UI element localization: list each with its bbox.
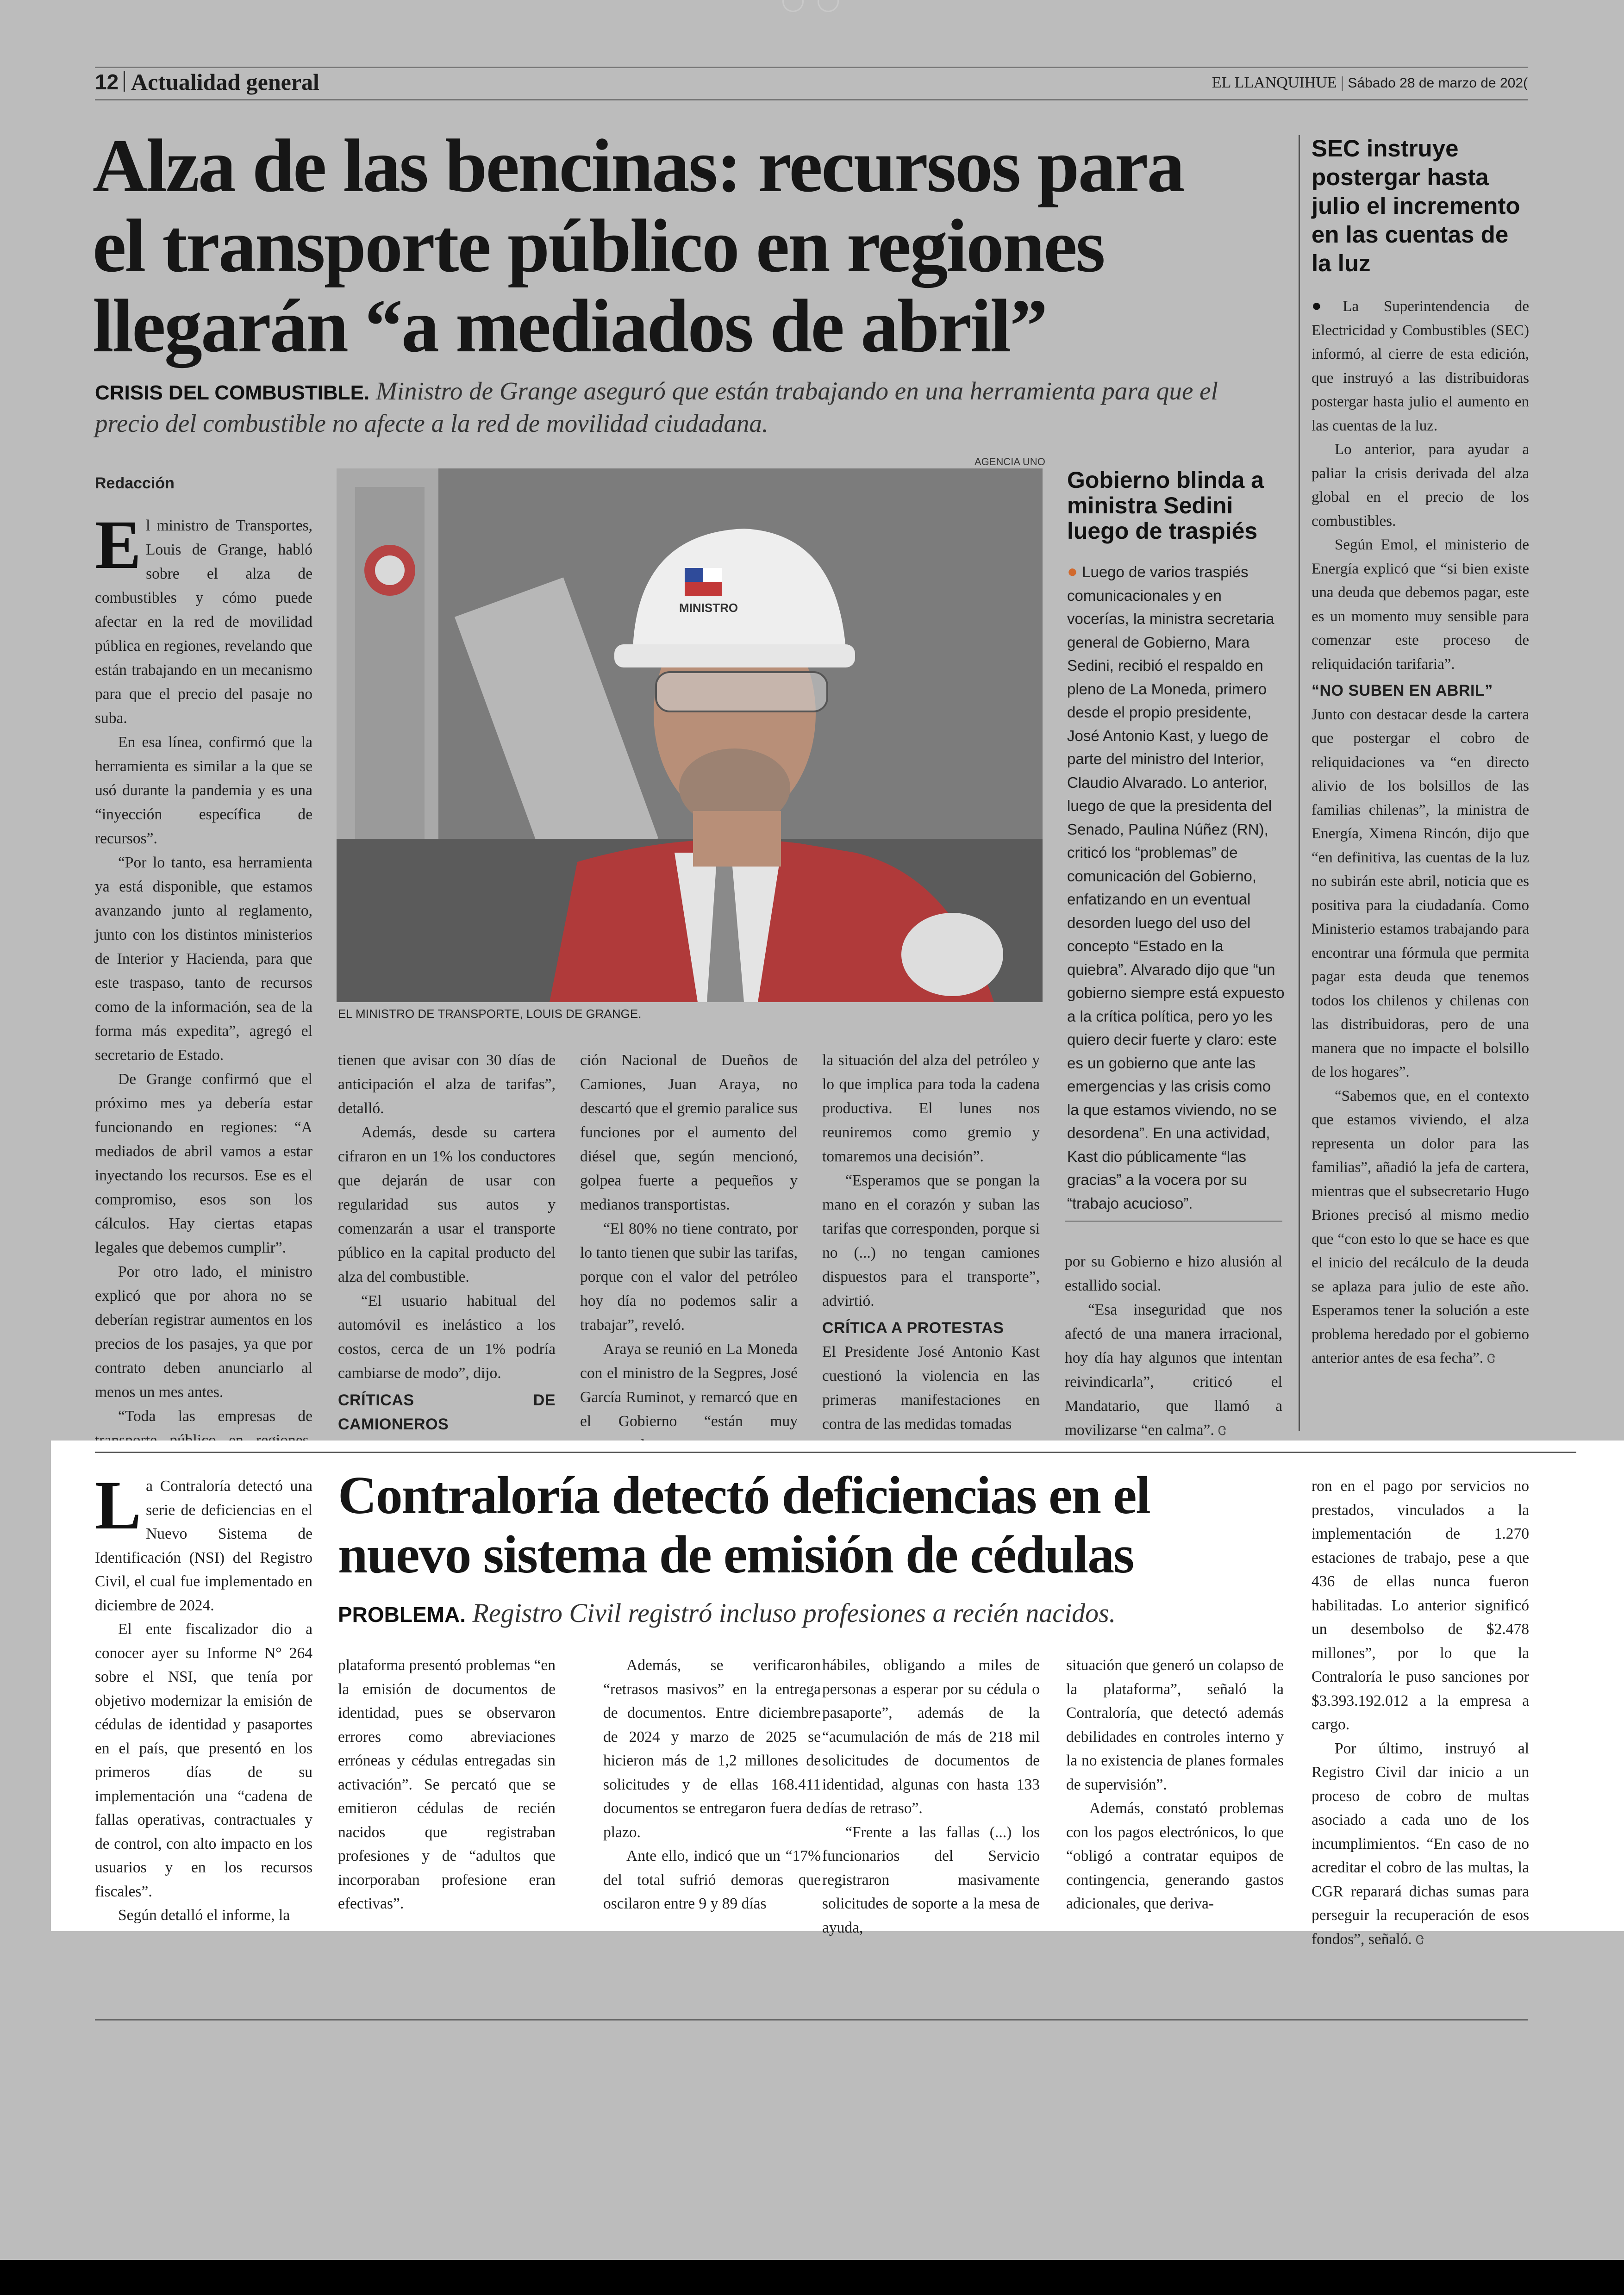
viewer-bottom-bar bbox=[0, 2260, 1624, 2295]
sidebar-gobierno-headline: Gobierno blinda a ministra Sedini luego de traspiés bbox=[1067, 467, 1264, 544]
page-footer-rule bbox=[95, 2019, 1528, 2021]
end-mark-icon: Ꮳ bbox=[1218, 1424, 1227, 1438]
sec-sidebar-divider bbox=[1299, 135, 1300, 1431]
sidebar-sec-body: ●La Superintendencia de Electricidad y Combustibles (SEC) informó, al cierre de esta edición, que instruyó a las distribuidoras postergar hasta julio el aumento en las cuentas de la luz. Lo anterior, para ayudar a paliar la crisis derivada del alza global en el precio de los combustibles. Según Emol, el ministerio de Energía explicó que “si bien existe una deuda que debemos pagar, este es un momento muy sensible para comenzar este proceso de reliquidación tarifaria”. “NO SUBEN EN ABRIL” Junto con destacar desde la cartera que postergar el cobro de reliquidaciones va “en directo alivio de los bolsillos de las familias chilenas”, la ministra de Energía, Ximena Rincón, dijo que “en definitiva, las cuentas de la luz no subirán este abril, noticia que es positiva para la ciudadanía. Como Ministerio estamos trabajando para encontrar una fórmula que permita pagar esta deuda que tenemos todos los chilenos y chilenas con las distribuidoras, pero de una manera que no impacte el bolsillo de los hogares”. “Sabemos que, en el contexto que estamos viviendo, el alza representa un dolor para las familias”, añadió la jefa de cartera, mientras que el subsecretario Hugo Briones precisó al mismo medio que “con esto lo que se hace es que el inicio del recálculo de la deuda se aplaza para julio de este año. Esperamos tener la solución a este problema heredado por el gobierno anterior antes de esa fecha”. Ꮳ bbox=[1312, 296, 1529, 1366]
black-bullet-icon: ● bbox=[1312, 296, 1343, 315]
main-column-4: la situación del alza del petróleo y lo que implica para toda la cadena productiva. El lunes nos reuniremos como gremio y tomaremos una decisión”. “Esperamos que se pongan la mano en el corazón y suban las tarifas que corresponden, porque si no (...) no tengan camiones dispuestos para el transporte”, advirtió. CRÍTICA A PROTESTAS El Presidente José Antonio Kast cuestionó la violencia en las primeras manifestaciones en contra de las medidas tomadas bbox=[822, 1052, 1040, 1433]
sidebar-sec-headline: SEC instruye postergar hasta julio el incremento en las cuentas de la luz bbox=[1312, 135, 1520, 276]
contraloria-column-4: hábiles, obligando a miles de personas a esperar por su cédula o pasaporte”, además de la “acumulación de más de 218 mil solicitudes de documentos de identidad, algunas con hasta 133 días de retraso”. “Frente a las fallas (...) los funcionarios del Servicio registraron masivamente solicitudes de soporte a la mesa de ayuda, bbox=[822, 1657, 1040, 1936]
contraloria-article bbox=[51, 1441, 1624, 1948]
paper-date-line: EL LLANQUIHUE | Sábado 28 de marzo de 202( bbox=[1212, 74, 1528, 91]
photo-caption: EL MINISTRO DE TRANSPORTE, LOUIS DE GRANGE. bbox=[338, 1007, 642, 1021]
orange-bullet-icon: ● bbox=[1067, 562, 1078, 581]
photo-credit: AGENCIA UNO bbox=[974, 456, 1045, 468]
sidebar-gobierno-body: ● Luego de varios traspiés comunicacionales y en vocerías, la ministra secretaria general de Gobierno, Mara Sedini, recibió el respaldo en pleno de La Moneda, primero desde el propio presidente, José Antonio Kast, y luego de parte del ministro del Interior, Claudio Alvarado. Lo anterior, luego de que la presidenta del Senado, Paulina Núñez (RN), criticó los “problemas” de comunicación del Gobierno, enfatizando en un eventual desorden luego del uso del concepto “Estado en la quiebra”. Alvarado dijo que “un gobierno siempre está expuesto a la crítica política, pero yo les quiero decir fuerte y claro: este es un gobierno que ante las emergencias y las crisis como la que estamos viviendo, no se desordena”. En una actividad, Kast dio públicamente “las gracias” a la vocera por su “trabajo acucioso”. bbox=[1067, 562, 1285, 1212]
contraloria-column-6: ron en el pago por servicios no prestados, vinculados a la implementación de 1.270 estaciones de trabajo, pese a que 436 de ellas nunca fueron habilitadas. Lo anterior significó un desembolso de $2.478 millones”, por lo que la Contraloría le puso sanciones por $3.393.192.012 a la empresa a cargo. Por último, instruyó al Registro Civil dar inicio a un proceso de cobro de multas asociado a cada uno de los incumplimientos. “En caso de no acreditar el cobro de las multas, la CGR reparará dichas sumas para perseguir la recuperación de esos fondos”, señaló. Ꮳ bbox=[1312, 1478, 1529, 1948]
subhead-protestas: CRÍTICA A PROTESTAS bbox=[822, 1319, 1004, 1337]
contraloria-deck-text: Registro Civil registró incluso profesiones a recién nacidos. bbox=[472, 1598, 1116, 1628]
contraloria-column-1: La Contraloría detectó una serie de deficiencias en el Nuevo Sistema de Identificación (NSI) del Registro Civil, el cual fue implementado en diciembre de 2024. El ente fiscalizador dio a conocer ayer su Informe N° 264 sobre el NSI, que tenía por objetivo modernizar la emisión de cédulas de identidad y pasaportes en el país, que presentó en los primeros días de su implementación una “cadena de fallas operativas, contractuales y de control, con alto impacto en los usuarios y en los recursos fiscales”. Según detalló el informe, la bbox=[95, 1467, 312, 1924]
main-photo bbox=[337, 468, 1043, 1002]
main-column-2: tienen que avisar con 30 días de anticipación el alza de tarifas”, detalló. Además, desde su cartera cifraron en un 1% los conductores que dejarán de usar con regularidad sus autos y comenzarán a usar el transporte público en la capital producto del alza del combustible. “El usuario habitual del automóvil es inelástico a los costos, cerca de un 1% podría cambiarse de modo”, dijo. CRÍTICAS DE CAMIONEROS bbox=[338, 1048, 556, 1460]
subhead-no-suben: “NO SUBEN EN ABRIL” bbox=[1312, 682, 1493, 699]
main-kicker: CRISIS DEL COMBUSTIBLE. bbox=[95, 381, 370, 404]
main-column-3: ción Nacional de Dueños de Camiones, Juan Araya, no descartó que el gremio paralice sus funciones por el aumento del diésel que, según mencionó, golpea fuerte a pequeños y medianos transportistas. “El 80% no tiene contrato, por lo tanto tienen que subir las tarifas, porque con el valor del petróleo hoy día no podemos salir a trabajar”, reveló. Araya se reunió en La Moneda con el ministro de la Segpres, José García Ruminot, y remarcó que en el Gobierno “están muy bbox=[580, 1052, 798, 1430]
main-column-1: El ministro de Transportes, Louis de Grange, habló sobre el alza de combustibles y cómo puede afectar en la red de movilidad pública en regiones, revelando que están trabajando en un mecanismo para que el precio del pasaje no suba. En esa línea, confirmó que la herramienta es similar a la que se usó durante la pandemia y es una “inyección específica de recursos”. “Por lo tanto, esa herramienta ya está disponible, que estamos avanzando junto al reglamento, junto con los distintos ministerios de Interior y Hacienda, para que este traspaso, tanto de recursos como de la información, sea de la forma más expedita”, agregó el secretario de Estado. De Grange confirmó que el próximo mes ya debería estar funcionando en regiones: “A mediados de abril vamos a estar inyectando los recursos. Ese es el compromiso, esos son los cálculos. Hay ciertas etapas legales que debemos cumplir”. Por otro lado, el ministro explicó que por ahora no se deberían registrar aumentos en los precios de los pasajes, ya que por contrato deben anunciarlo al menos un mes antes. “Toda las empresas de bbox=[95, 506, 312, 1425]
end-mark-icon: Ꮳ bbox=[1416, 1933, 1424, 1947]
header-separator bbox=[124, 71, 125, 92]
paper-name: EL LLANQUIHUE bbox=[1212, 74, 1337, 91]
contraloria-column-3: Además, se verificaron “retrasos masivos” en la entrega de documentos. Entre diciembre de 2024 y marzo de 2025 se hicieron más de 1,2 millones de solicitudes y de ellas 168.411 documentos se entregaron fuera de plazo. Ante ello, indicó que un “17% del total sufrió demoras que oscilaron entre 9 y 89 días bbox=[603, 1657, 821, 1912]
byline: Redacción bbox=[95, 474, 175, 492]
photo-illustration bbox=[337, 468, 1043, 1002]
edition-date: Sábado 28 de marzo de 202( bbox=[1348, 75, 1528, 91]
drop-cap: L bbox=[95, 1467, 142, 1544]
contraloria-kicker: PROBLEMA. bbox=[338, 1603, 466, 1627]
contraloria-column-5: situación que generó un colapso de la plataforma”, señaló la Contraloría, que detectó además debilidades en controles interno y la no existencia de planes formales de supervisión”. Además, constató problemas con los pagos electrónicos, lo que “obligó a contratar equipos de contingencia, generando gastos adicionales, que deriva- bbox=[1066, 1657, 1284, 1912]
contraloria-deck bbox=[338, 1598, 1356, 1630]
chevron-left-icon[interactable] bbox=[782, 0, 804, 12]
page-header bbox=[95, 69, 1528, 97]
main-deck-text: Ministro de Grange aseguró que están trabajando en una herramienta para que el precio del combustible no afecte a la red de movilidad ciudadana. bbox=[95, 377, 1218, 437]
main-column-5: por su Gobierno e hizo alusión al estallido social. “Esa inseguridad que nos afectó de una manera irracional, hoy día hay algunos que intentan reivindicarla”, criticó el Mandatario, que llamó a movilizarse “en calma”. Ꮳ bbox=[1065, 1253, 1282, 1439]
helmet-label: MINISTRO bbox=[679, 601, 738, 615]
sidebar-gobierno-rule bbox=[1065, 1221, 1282, 1222]
drop-cap: E bbox=[95, 506, 142, 583]
contraloria-top-rule bbox=[95, 1452, 1576, 1453]
contraloria-headline: Contraloría detectó deficiencias en el nuevo sistema de emisión de cédulas bbox=[338, 1466, 1150, 1584]
page-number: 12 bbox=[95, 70, 119, 94]
chevron-right-icon[interactable] bbox=[818, 0, 839, 12]
contraloria-column-2: plataforma presentó problemas “en la emisión de documentos de identidad, pues se observaron errores como abreviaciones erróneas y cédulas entregadas sin activación”. Se percató que se emitieron cédulas de recién nacidos que registraban profesiones y de “adultos que incorporaban profesione eran efectivas”. bbox=[338, 1657, 556, 1912]
viewer-nav bbox=[782, 0, 843, 14]
end-mark-icon: Ꮳ bbox=[1487, 1352, 1496, 1366]
header-rule bbox=[95, 67, 1528, 68]
main-deck bbox=[95, 376, 1262, 439]
section-name: Actualidad general bbox=[131, 69, 319, 95]
subhead-camioneros: CRÍTICAS DE CAMIONEROS bbox=[338, 1391, 556, 1433]
header-rule-bottom bbox=[95, 99, 1528, 100]
main-headline: Alza de las bencinas: recursos para el transporte público en regiones llegarán “a mediados de abril” bbox=[93, 124, 1184, 368]
